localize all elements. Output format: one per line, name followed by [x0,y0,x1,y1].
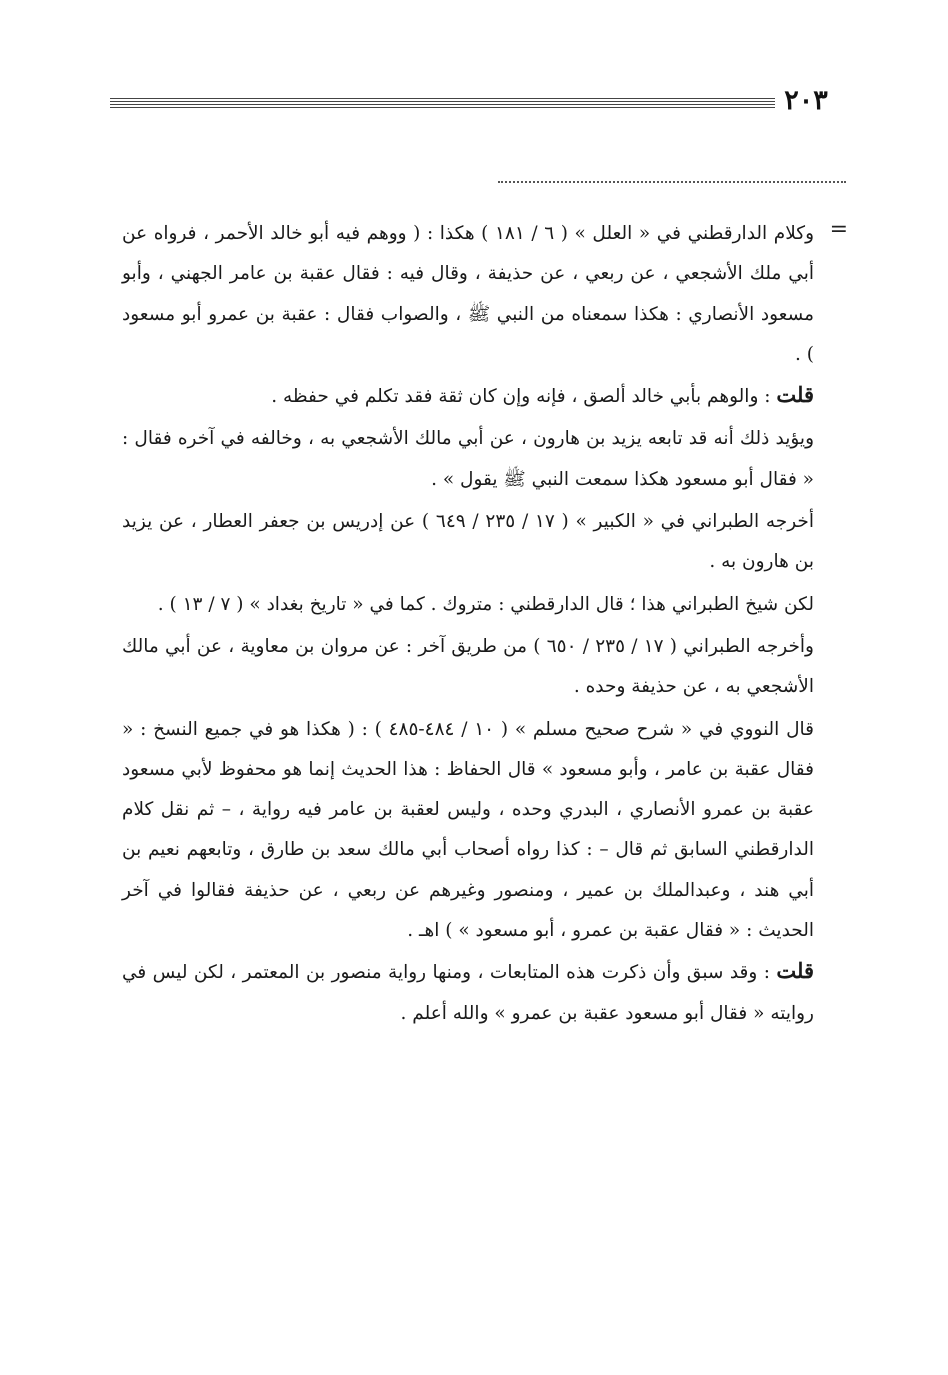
paragraph-text: : وقد سبق وأن ذكرت هذه المتابعات ، ومنها رواية منصور بن المعتمر ، لكن ليس في روايته « فقال أبو مسعود عقبة بن عمرو » والله أعلم . [122,962,814,1024]
paragraph-text: : والوهم بأبي خالد ألصق ، فإنه وإن كان ثقة فقد تكلم في حفظه . [271,386,777,408]
page-number: ٢٠٣ [784,85,828,116]
paragraph-text: أخرجه الطبراني في « الكبير » ( ١٧ / ٢٣٥ / ٦٤٩ ) عن إدريس بن جعفر العطار ، عن يزيد بن هارون به . [122,511,814,573]
footnote-paragraph [122,625,814,708]
footnote-body [122,212,814,1034]
page-header [110,86,846,116]
footnote-paragraph [122,583,814,625]
footnote-paragraph [122,708,814,952]
footnote-paragraph [122,212,814,375]
footnote-separator [498,181,846,183]
paragraph-label: قلت [776,382,814,408]
footnote-paragraph [122,500,814,583]
paragraph-text: وأخرجه الطبراني ( ١٧ / ٢٣٥ / ٦٥٠ ) من طريق آخر : عن مروان بن معاوية ، عن أبي مالك الأشجعي به ، عن حذيفة وحده . [122,635,814,698]
footnote-paragraph [122,375,814,417]
footnote-paragraph [122,951,814,1034]
paragraph-text: قال النووي في « شرح صحيح مسلم » ( ١٠ / ٤٨٤-٤٨٥ ) : ( هكذا هو في جميع النسخ : « فقال عقبة بن عامر ، وأبو مسعود » قال الحفاظ : هذا الحديث إنما هو محفوظ لأبي مسعود عقبة بن عمرو الأنصاري ، البدري وحده ، وليس لعقبة بن عامر فيه رواية ، – ثم نقل كلام الدارقطني السابق ثم قال – : كذا رواه أصحاب أبي مالك سعد بن طارق ، وتابعهم نعيم بن أبي هند ، وعبدالملك بن عمير ، ومنصور وغيرهم عن ربعي ، عن حذيفة فقالوا في آخر الحديث : « فقال عقبة بن عمرو ، أبو مسعود » ) اهـ . [122,718,814,942]
header-rule [110,98,775,110]
paragraph-text: لكن شيخ الطبراني هذا ؛ قال الدارقطني : متروك . كما في « تاريخ بغداد » ( ٧ / ١٣ ) . [157,593,814,615]
paragraph-text: ويؤيد ذلك أنه قد تابعه يزيد بن هارون ، عن أبي مالك الأشجعي به ، وخالفه في آخره فقال : « فقال أبو مسعود هكذا سمعت النبي ﷺ يقول » . [122,428,814,490]
paragraph-label: قلت [776,958,814,984]
paragraph-text: وكلام الدارقطني في « العلل » ( ٦ / ١٨١ ) هكذا : ( ووهم فيه أبو خالد الأحمر ، فرواه عن أبي ملك الأشجعي ، عن ربعي ، عن حذيفة ، وقال فيه : فقال عقبة بن عامر الجهني ، وأبو مسعود الأنصاري : هكذا سمعناه من النبي ﷺ ، والصواب فقال : عقبة بن عمرو أبو مسعود ) . [122,223,814,365]
footnote-paragraph [122,417,814,500]
continuation-mark: = [829,217,848,242]
